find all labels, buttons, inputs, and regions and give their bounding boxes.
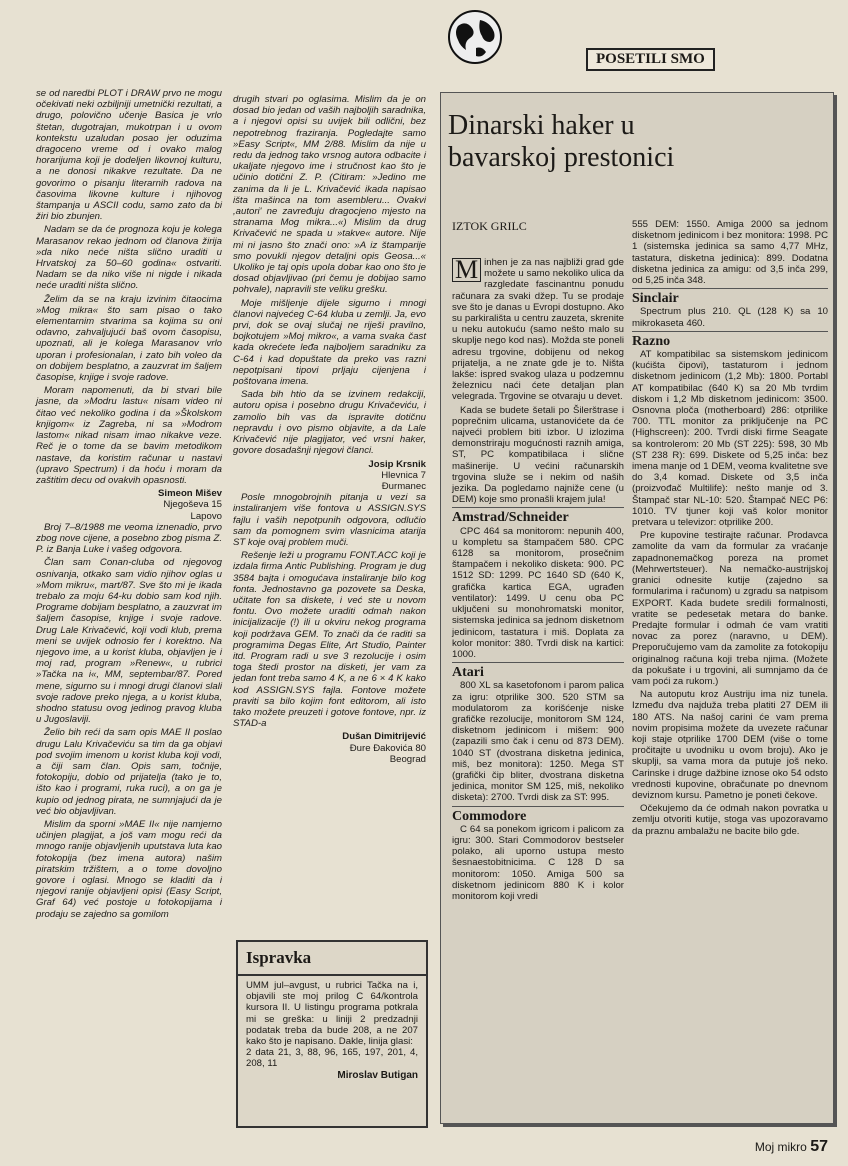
paragraph: 555 DEM: 1550. Amiga 2000 sa jednom disketnom jedinicom i bez monitora: 1998. PC 1 (sistemska jedinica sa samo 4,77 MHz, tastatura, disketna jedinica): 899. Dodatna disketna jedinica za amigu: od 3,5 inča 299, od 5,25 inča 348. [632, 219, 828, 287]
letters-column-1 [36, 88, 222, 922]
correction-text: UMM jul–avgust, u rubrici Tačka na i, objavili ste moj prilog C 64/kontrola kursora II. U listingu programa potkrala mi se greška: u liniji 2 predzadnji podatak treba da bude 208, a ne 207 kako što je napisano. Dakle, linija glasi: [246, 980, 418, 1048]
signature-city: Beograd [389, 753, 426, 765]
paragraph: Posle mnogobrojnih pitanja u vezi sa instaliranjem više fontova u ASSIGN.SYS fajlu i vaših nepotpunih odgovora, odlučio sam da pomognem svim vlasnicima atarija ST koje ovaj problem muči. [233, 492, 426, 548]
correction-code: 2 data 21, 3, 88, 96, 165, 197, 201, 4, 208, 11 [246, 1047, 418, 1070]
signature-name: Dušan Dimitrijević [342, 731, 426, 743]
paragraph: Želio bih reći da sam opis MAE II poslao drugu Lalu Krivačeviću sa tim da ga objavi pod svojim imenom u korist kluba koji vodi, a čiji sam član. Opis sam, točnije, fotokopiju, dobio od prijatelja (tako je to, išto kao i programi, ruka ruci), a on ga je kupio od jednog pirata, ne sumnjajući da je već bio objavljivan. [36, 727, 222, 817]
paragraph-text: inhen je za nas najbliži grad gde možete u samo nekoliko ulica da razgledate fascinantnu ponudu računara za svaki džep. Tu se prodaje sve što je danas u Evropi dostupno. Ako su parkirališta u centru zauzeta, skrenite u neku autokuću (samo nešto malo su skuplje nego kod nas). Možda ste poneli adresu trgovine, dobijenu od nekog prijatelja, a ne znate gde je to. Ništa lakše: ispred svakog ulaza u podzemnu železnicu naći ćete detaljan plan velegrada. Trgovine se otvaraju u devet. [452, 257, 624, 403]
correction-title: Ispravka [246, 948, 312, 967]
article-headline: Dinarski haker u bavarskoj prestonici [448, 110, 675, 173]
paragraph: Moram napomenuti, da bi stvari bile jasne, da »Modru lastu« nisam video ni čitao već nekoliko godina i da »Školskom knjigom« iz Zagreba, ni sa »Modrom lastom« nikad nisam imao nikakve veze. Reč je o tome da se bavim metodikom nastave, da koristim računar u nastavi (upravo Spectrum) i da hoću i moram da zaštitim decu od ovakvih opasnosti. [36, 385, 222, 486]
paragraph: Očekujemo da će odmah nakon povratka u zemlju otvoriti kutije, stoga vas upozoravamo da praznu ambalažu ne bacite bilo gde. [632, 803, 828, 837]
paragraph: se od naredbi PLOT i DRAW prvo ne mogu očekivati neki ozbiljniji umetnički rezultati, a drugo, polovično učenje Basica je vrlo štetan, dugotrajan, mukotrpan i u ovom kontekstu uzaludan posao jer oduzima dragoceno vreme od i ovako malog horarijuma koji je dodeljen likovnoj kulturu, a ne donosi nikakve rezultate. Da ne govorimo o pisanju literarnih radova na časovima likovne kulture i njihovog štampanja u ASCII codu, samo zato da bi žiri bio zbunjen. [36, 88, 222, 223]
signature-street: Njegoševa 15 [163, 499, 222, 511]
signature-city: Đurmanec [381, 480, 426, 492]
correction-box [236, 940, 428, 1128]
correction-signature: Miroslav Butigan [337, 1069, 418, 1081]
signature-name: Simeon Mišev [158, 488, 222, 500]
paragraph: Moje mišljenje dijele sigurno i mnogi članovi najvećeg C-64 kluba u zemlji. Ja, evo prvi, dok se ovaj slučaj ne riješi pravilno, bojkotujem »Moj mikro«, a vama svaka čast kada okrećete leđa najboljem saradniku za C-64 i kad dopuštate da preko vas razni nepotpisani tipovi prljaju cijenjena i poštovana imena. [233, 297, 426, 388]
paragraph: Mislim da sporni »MAE II« nije namjerno učinjen plagijat, a još vam mogu reći da mnogo ranije objavljenih uputstava luta kao fotokopija (bez imena autora) našim piratskim tržištem, a o tome dovoljno govore i oglasi. Mnogo se kladiti da i njegovi ranije objavljeni opisi (Easy Script, Graf 64) već postoje u fotokopijama i prodaju se zajedno sa gomilom [36, 819, 222, 920]
paragraph: Na autoputu kroz Austriju ima niz tunela. Između dva najduža treba platiti 27 DEM ili 180 ATS. Na našoj carini će vam prema novim propisima možete da uvezete računar koji staje otprilike 1700 DEM (više o tome pročitajte u uvodniku u ovom broju). Ako je skuplji, sa vama mora da putuje još neko. Carinske i druge dažbine iznose oko 54 odsto vrednosti kupovine, obračunate po dnevnom deviznom kursu. Pametno je poneti čekove. [632, 689, 828, 801]
signature [36, 488, 222, 522]
paragraph: Nadam se da će prognoza koju je kolega Marasanov rekao jednom od članova žirija »da niko neće ništa slično uraditi u Hrvatskoj za 50–60 godina« ostvariti. Nadam se da niko više ni nigde i nikada neće uraditi ništa slično. [36, 224, 222, 292]
section-heading: Sinclair [632, 288, 828, 304]
divider [238, 974, 426, 976]
section-heading: Commodore [452, 806, 624, 822]
paragraph: Rešenje leži u programu FONT.ACC koji je izdala firma Antic Publishing. Program je dug 3584 bajta i omogućava instaliranje bilo kog fonta. Jednostavno ga pozovete sa Deska, učitate fon sa diskete, i već ste u novom fontu. Ovo možete uraditi odmah nakon inicijalizacije (!) ili u okviru nekog programa koji podržava GEM. To znači da će raditi sa programima Degas Elite, Art Studio, Painter itd. Program radi u sve 3 rezolucije i osim toga štedi prostor na disketi, jer vam za jedan font treba samo 4 K, a ne 6 × 4 K kako kod ASSIGN.SYS fajla. Fontove možete praviti sa bilo kojim font editorom, ali isto tako možete preuzeti i gotove fontove, npr. iz STAD-a [233, 550, 426, 730]
paragraph: Član sam Conan-cluba od njegovog osnivanja, otkako sam vidio njihov oglas u »Mom mikru«, mart/87. Sve što mi je ikada trebalo za moju 64-ku dobio sam kod njih. Programe dobijam besplatno, a zauzvrat im šaljem časopise, knjige i svoje radove. Drug Lale Krivačević, koji vodi klub, prema meni se uvijek odnosio fer i korektno. Na njegovo ime, a u korist kluba, objavljen je i moj rad, program »Renew«, u rubrici »Tačka na i«, MM, septembar/87. Pored mene, sigurno su i mnogi drugi članovi slali svoje radove preko njega, a u korist kluba, shodno statusu ovog jedinog pravog kluba u Jugoslaviji. [36, 557, 222, 726]
paragraph: Kada se budete šetali po Šilerštrase i poprečnim ulicama, ustanovićete da će najveći problem biti izbor. U izlozima demonstriraju mogućnosti raznih amiga, ST, PC kompatibilaca i slične mašinerije. U većini računarskih trgovina služe se i nekim od naših jezika. Da pogledamo najniže cene (u DEM) koje smo pronašli krajem jula! [452, 404, 624, 506]
article-column-2 [632, 219, 828, 839]
magazine-name: Moj mikro [754, 1140, 807, 1154]
page-number: 57 [810, 1138, 828, 1155]
paragraph: Želim da se na kraju izvinim čitaocima »Mog mikra« što sam pisao o tako elementarnim stvarima sa kojima su oni odavno, zahvaljujući baš ovom časopisu, upoznati, ali je kolega Marasanov vrlo uporan i profesionalan, i zato bih voleo da on dobijem besplatno, a zauzvrat im šaljem časopise, knjige i svoje radove. [36, 293, 222, 384]
paragraph: Broj 7–8/1988 me veoma iznenadio, prvo zbog nove cijene, a posebno zbog pisma Z. P. iz Banja Luke i vašeg odgovora. [36, 521, 222, 556]
signature-street: Đure Đakovića 80 [349, 742, 426, 754]
paragraph: C 64 sa ponekom igricom i palicom za igru: 300. Stari Commodorov bestseler polako, ali uporno ustupa mesto šesnaestobitnicima. C 128 D sa monitorom: 1050. Amiga 500 sa disketnom jedinicom 880 K i kolor monitorom koji vredi [452, 823, 624, 902]
section-heading: Amstrad/Schneider [452, 507, 624, 523]
signature [233, 731, 426, 765]
paragraph: AT kompatibilac sa sistemskom jedinicom (kućišta čipovi), tastaturom i jednom disketnom jedinicom (1,2 Mb): 1800. Portabl AT kompatibilac (640 K) sa 20 Mb tvrdim diskom i 1,2 Mb disketnom jedinicom: 3500. Osnovna ploča (motherboard) 286: otprilike 700. TTL monitor za priključenje na PC (Highscreen): 200. Tvrdi diski firme Seagate sa kontrolerom: 20 Mb (ST 225): 598, 30 Mb (ST 238 R): 699. Diskete od 5,25 inča: bez imena manje od 1 DEM, veoma kvalitetne sve do 3,4 komad. Diskete od 3,5 inča (proizvođač Multilife): nešto manje od 3. Štampač star NL-10: 520. Štampač NEC P6: 1010. TV tjuner koji vaš kolor monitor pretvara u televizor: otprilike 200. [632, 349, 828, 529]
section-heading: Razno [632, 331, 828, 347]
globe-icon [446, 8, 504, 66]
signature-name: Josip Krsnik [368, 458, 426, 470]
article-column-1 [452, 257, 624, 904]
signature-city: Lapovo [190, 510, 222, 522]
section-heading: Atari [452, 662, 624, 678]
page-footer [755, 1138, 828, 1156]
paragraph: 800 XL sa kasetofonom i parom palica za igru: otprilike 300. 520 STM sa modulatorom za korišćenje niske grafičke rezolucije, monitorom SM 124, disketnom jedinicom i mišem: 900 (zapazili smo čak i cenu od 873 DEM). 1040 ST (dvostrana disketna jedinica, miš, bez monitora): 1250. Mega ST (grafički čip bliter, dvostrana disketna jedinica, monitor SM 125, miš, nekoliko disketa): 2700. Tvrdi disk za ST: 995. [452, 680, 624, 804]
paragraph: Spectrum plus 210. QL (128 K) sa 10 mikrokaseta 460. [632, 306, 828, 329]
signature-street: Hlevnica 7 [381, 469, 426, 481]
paragraph: drugih stvari po oglasima. Mislim da je on dosad bio jedan od vaših najboljih saradnika, a i njegovi opisi su uvijek bili odlični, bez nepotrebnog fraziranja. Pogledajte samo »Easy Script«, MM 2/88. Mislim da nije u redu da jednog tako vrsnog autora odbacite i ukaljate njegovo ime i stručnost kao što je učinio dotični Z. P. (Citiram: »Jedino me zanima da li je L. Krivačević ikada napisao išta mašinca na tom asembleru... Ovakvi ,autori' ne zavređuju dragocjeno mjesto na stranama Mog mikra...«) Mislim da drug Krivačević ne spada u »takve« autore. Nije mi ni jasno što znači ono: »A iz štamparije smo povukli njegov detaljni opis Geosa...« Ukoliko je taj opis upola dobar kao ono što je dosad objavljivao (pri čemu je dobijao samo pohvale), napravili ste veliku grešku. [233, 94, 426, 296]
letters-column-2 [233, 94, 426, 765]
drop-cap: M [452, 258, 481, 282]
signature [233, 459, 426, 493]
article-byline: IZTOK GRILC [452, 219, 527, 233]
paragraph: Sada bih htio da se izvinem redakciji, autoru opisa i posebno drugu Krivačeviću, i zamolio bih vas da ispravite dotičnu nepravdu i ovo pismo objavite, a da Lale Krivačević nije plagijator, već vrsni haker, govore dosadašnji njegovi članci. [233, 389, 426, 457]
paragraph: Pre kupovine testirajte računar. Prodavca zamolite da vam da formular za vraćanje zapadnonemačkog poreza na promet (Mehrwertsteuer). Na nemačko-austrijskoj granici odnesite kutije (zajedno sa formularima i računom) u zgradu sa natpisom EXPORT. Kada budete sredili formalnosti, vratite se pedesetak metara do banke. Predajte formular i odmah će vam vratiti novac za porez (naravno, u DEM). Preporučujemo vam da zamolite za fotokopiju originalnog računa koji treba njima. (Možete da pokušate i u trgovini, ali sumnjamo da će vam poći za rukom.) [632, 530, 828, 687]
paragraph [452, 257, 624, 403]
paragraph: CPC 464 sa monitorom: nepunih 400, u kompletu sa štampačem 580. CPC 6128 sa monitorom, prosečnim štampačem i nekoliko disketa: 900. PC 1512 SD: 1299. PC 1640 SD (640 K, grafička kartica EGA, ugrađen ventilator): 1499. U cenu oba PC uključeni su monohromatski monitor, sistemska jedinica sa jednom disketnom jedinicom, tastatura i miš. Doplata za kolor monitor: 380. Tvrdi disk na kartici: 1000. [452, 525, 624, 660]
section-tag: POSETILI SMO [586, 48, 715, 71]
